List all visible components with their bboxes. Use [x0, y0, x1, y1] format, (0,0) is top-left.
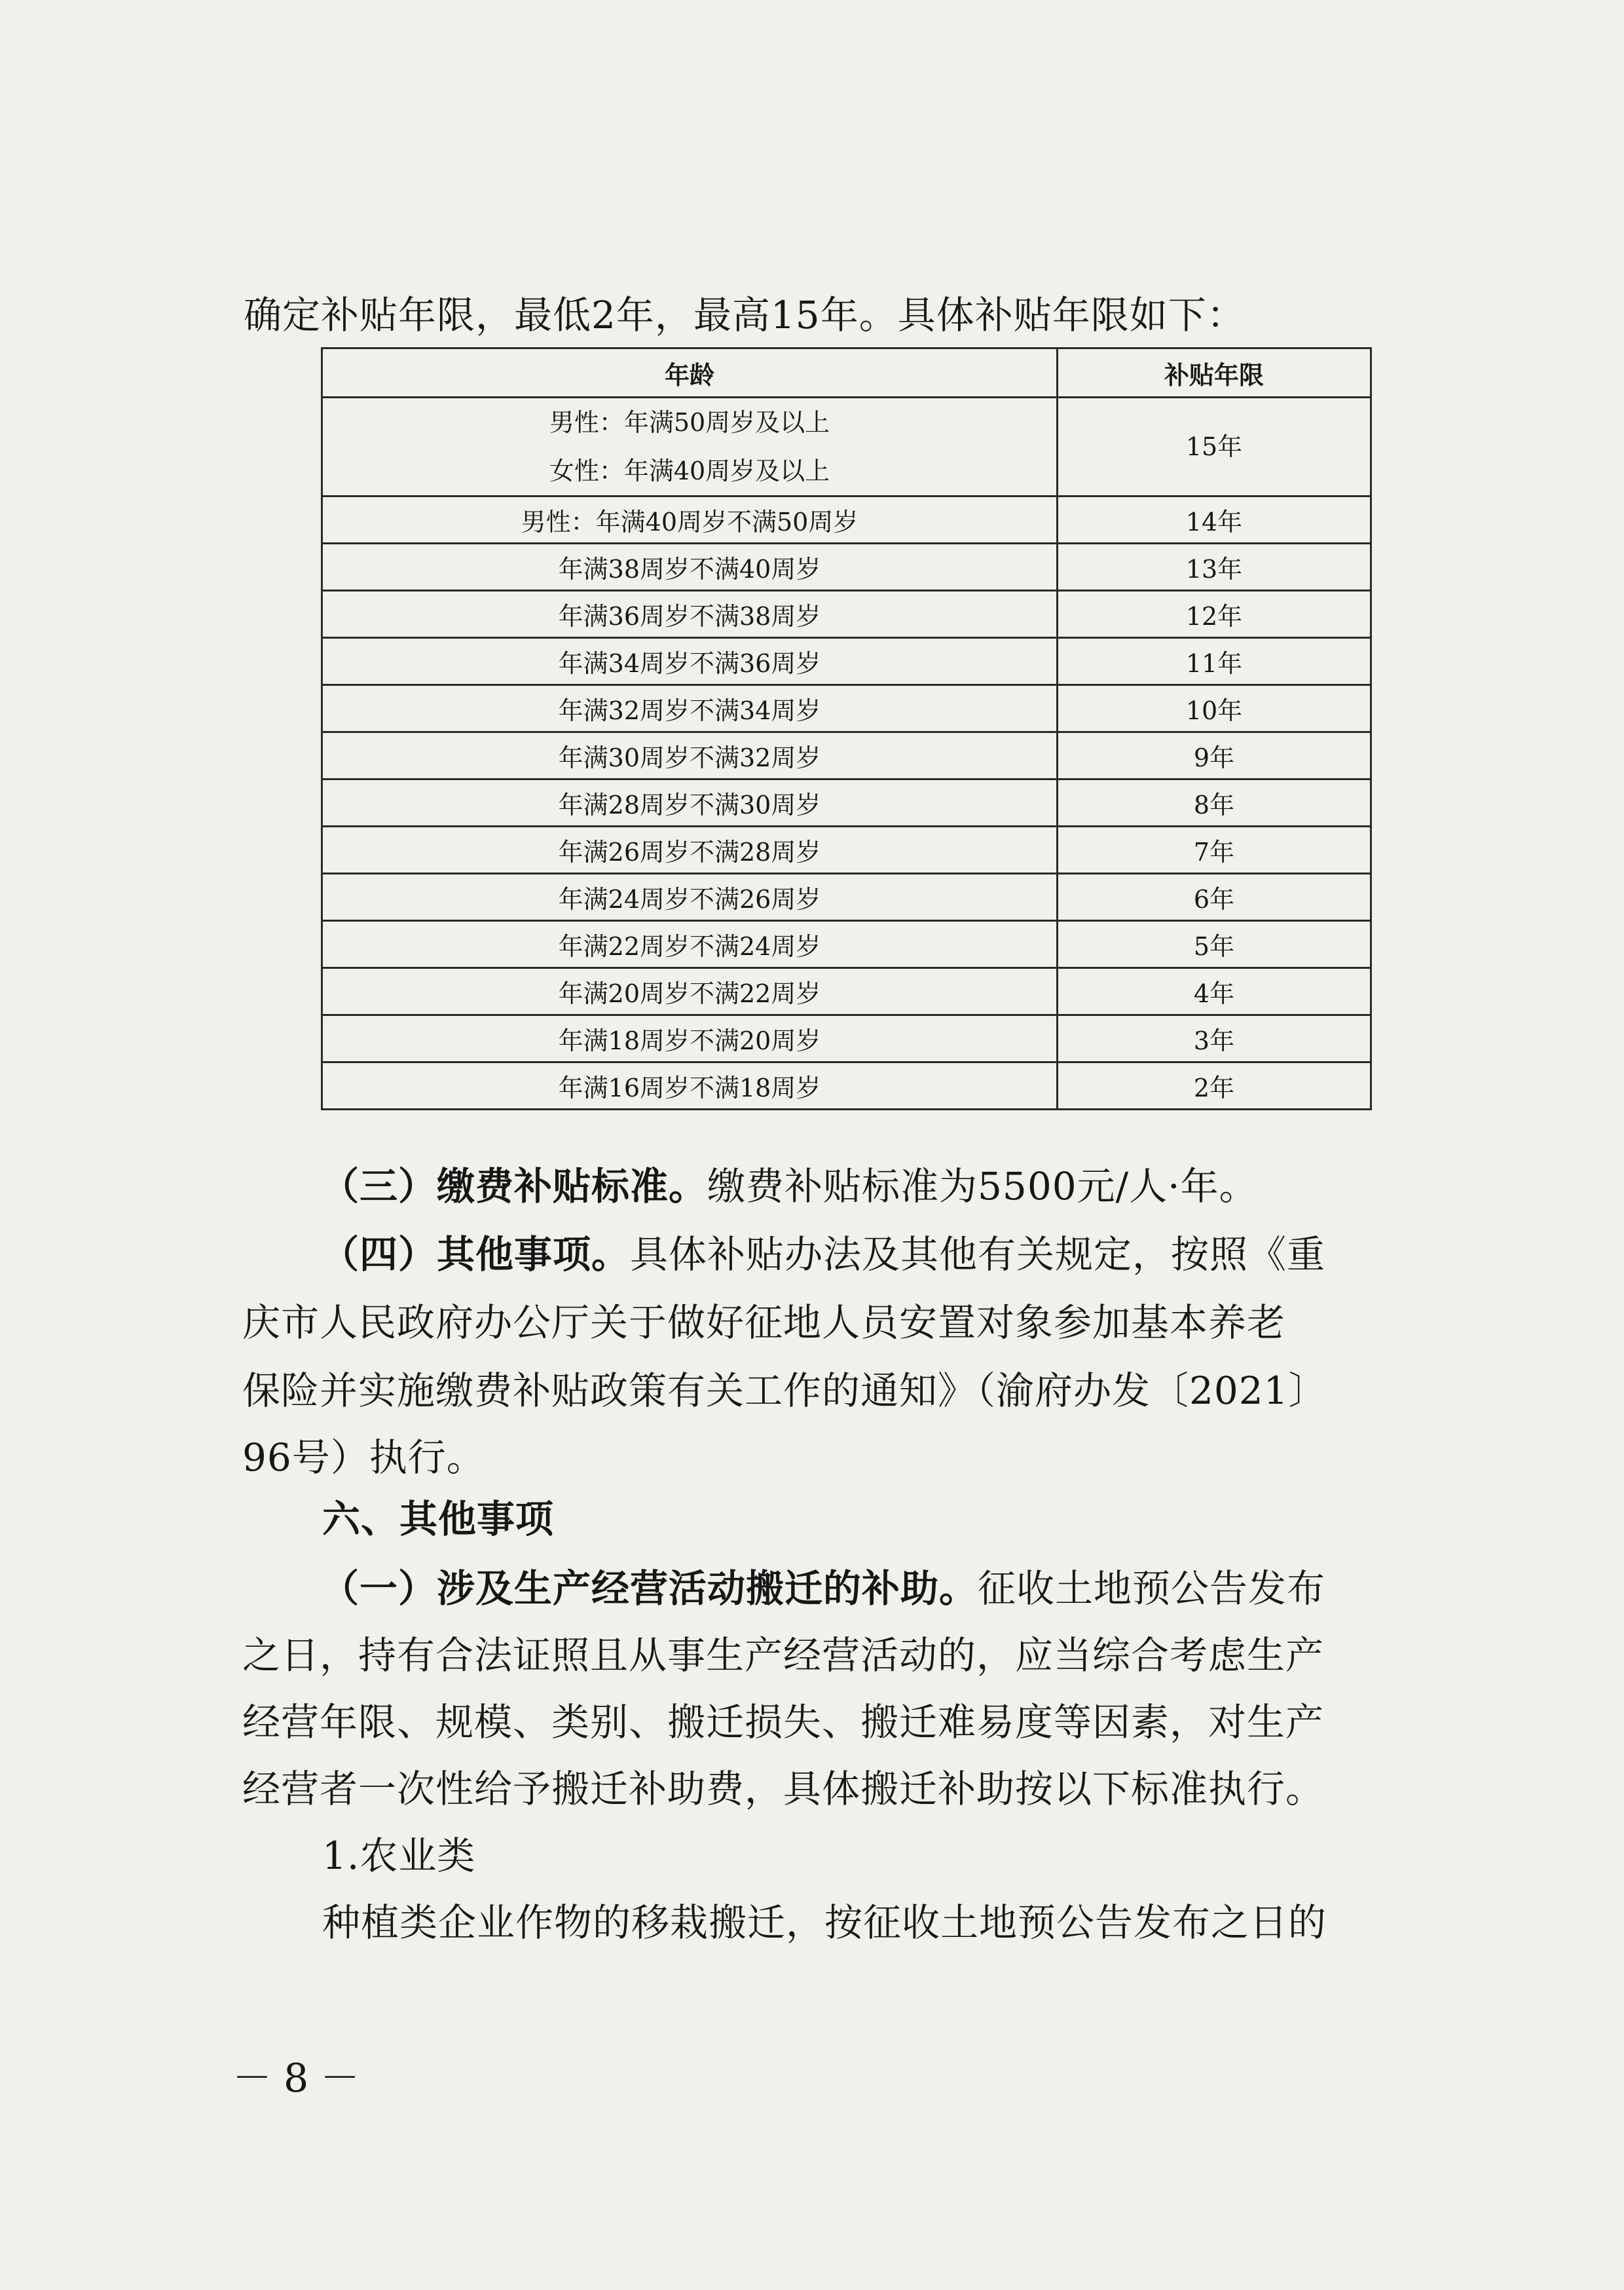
table-row [322, 398, 1371, 497]
years-cell: 3年 [1058, 1015, 1371, 1062]
years-cell: 13年 [1058, 544, 1371, 591]
years-cell: 11年 [1058, 638, 1371, 685]
section-6-1-line-4: 经营者一次性给予搬迁补助费，具体搬迁补助按以下标准执行。 [242, 1767, 1325, 1811]
table-row [322, 968, 1371, 1015]
section-4-line-2: 庆市人民政府办公厅关于做好征地人员安置对象参加基本养老 [242, 1300, 1286, 1345]
age-cell: 年满20周岁不满22周岁 [322, 968, 1058, 1015]
section-3-paragraph [321, 1164, 1258, 1209]
table-row [322, 591, 1371, 638]
item-1-title: 1.农业类 [322, 1833, 476, 1878]
years-cell: 14年 [1058, 497, 1371, 544]
table-header-row [322, 348, 1371, 398]
section-3-heading: （三）缴费补贴标准。 [321, 1164, 708, 1209]
section-6-1-heading: （一）涉及生产经营活动搬迁的补助。 [321, 1566, 978, 1611]
section-4-line-4: 96号）执行。 [242, 1435, 485, 1480]
section-6-title: 六、其他事项 [322, 1497, 555, 1541]
age-line-male: 男性：年满50周岁及以上 [549, 408, 830, 437]
years-cell: 5年 [1058, 921, 1371, 968]
years-cell: 15年 [1058, 398, 1371, 497]
subsidy-years-table [321, 347, 1372, 1110]
age-cell: 男性：年满40周岁不满50周岁 [322, 497, 1058, 544]
section-4-heading: （四）其他事项。 [321, 1232, 631, 1277]
section-4-line-3: 保险并实施缴费补贴政策有关工作的通知》（渝府办发〔2021〕 [242, 1368, 1327, 1413]
intro-line: 确定补贴年限，最低2年，最高15年。具体补贴年限如下： [244, 293, 1246, 337]
age-cell: 年满32周岁不满34周岁 [322, 685, 1058, 732]
years-cell: 2年 [1058, 1062, 1371, 1110]
section-6-1-line-2: 之日，持有合法证照且从事生产经营活动的，应当综合考虑生产 [242, 1633, 1325, 1678]
age-cell: 年满38周岁不满40周岁 [322, 544, 1058, 591]
years-cell: 7年 [1058, 827, 1371, 874]
years-cell: 9年 [1058, 732, 1371, 779]
section-6-1-line-1 [321, 1566, 1326, 1611]
years-cell: 6年 [1058, 874, 1371, 921]
age-line-female: 女性：年满40周岁及以上 [549, 457, 830, 485]
years-cell: 8年 [1058, 779, 1371, 827]
age-cell: 年满34周岁不满36周岁 [322, 638, 1058, 685]
age-cell: 年满30周岁不满32周岁 [322, 732, 1058, 779]
table-row [322, 1015, 1371, 1062]
section-4-line-1 [321, 1232, 1326, 1277]
years-cell: 4年 [1058, 968, 1371, 1015]
age-cell: 年满24周岁不满26周岁 [322, 874, 1058, 921]
table-row [322, 874, 1371, 921]
table-row [322, 921, 1371, 968]
table-row [322, 732, 1371, 779]
table-row [322, 497, 1371, 544]
table-row [322, 638, 1371, 685]
page-number: －8－ [232, 2055, 372, 2101]
last-line: 种植类企业作物的移栽搬迁，按征收土地预公告发布之日的 [322, 1900, 1327, 1945]
age-cell: 年满16周岁不满18周岁 [322, 1062, 1058, 1110]
age-cell: 年满18周岁不满20周岁 [322, 1015, 1058, 1062]
section-6-1-text-1: 征收土地预公告发布 [978, 1566, 1326, 1611]
years-cell: 12年 [1058, 591, 1371, 638]
table-row [322, 827, 1371, 874]
section-6-1-line-3: 经营年限、规模、类别、搬迁损失、搬迁难易度等因素，对生产 [242, 1700, 1325, 1744]
age-cell: 年满28周岁不满30周岁 [322, 779, 1058, 827]
table-row [322, 779, 1371, 827]
header-age: 年龄 [322, 348, 1058, 398]
age-cell: 年满26周岁不满28周岁 [322, 827, 1058, 874]
table-row [322, 1062, 1371, 1110]
age-cell: 年满36周岁不满38周岁 [322, 591, 1058, 638]
section-4-text-1: 具体补贴办法及其他有关规定，按照《重 [630, 1232, 1326, 1277]
section-3-text: 缴费补贴标准为5500元/人·年。 [707, 1164, 1258, 1209]
age-cell [322, 398, 1058, 497]
table-row [322, 544, 1371, 591]
table-row [322, 685, 1371, 732]
header-years: 补贴年限 [1058, 348, 1371, 398]
age-cell: 年满22周岁不满24周岁 [322, 921, 1058, 968]
years-cell: 10年 [1058, 685, 1371, 732]
